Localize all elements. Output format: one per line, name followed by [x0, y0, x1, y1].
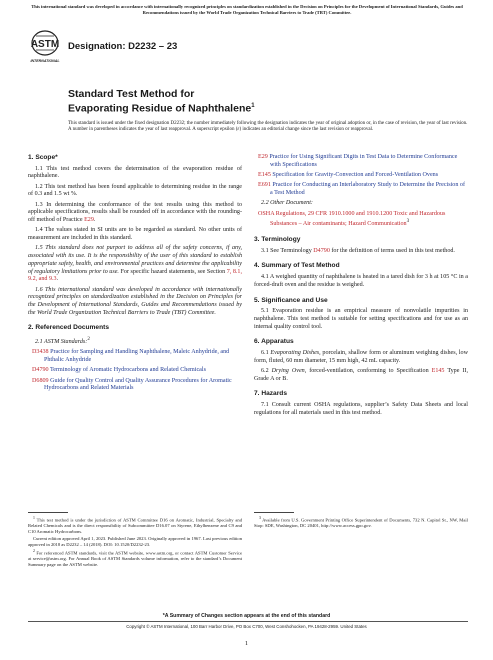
ref-item-e29[interactable] — [254, 154, 468, 169]
scope-1-5-text: For specific hazard statements, see Section — [118, 268, 227, 275]
title-footnote-mark: 1 — [251, 103, 255, 109]
summary-4-1: 4.1 A weighed quantity of naphthalene is heated in a tared dish for 3 h at 105 °C in a forced-draft oven and the residue is weighed. — [254, 274, 468, 288]
title-line-2 — [68, 100, 255, 115]
logo-text: INTERNATIONAL — [30, 59, 60, 63]
footnote-divider-left — [28, 512, 68, 513]
scope-1-5-end: . — [56, 276, 59, 283]
scope-1-3-end: . — [93, 217, 96, 224]
footnote-3-text: Available from U.S. Government Printing Office Superintendent of Documents, 732 N. Capitol St., NW, Mail Stop: SDE, Washington, DC 20401, http://www.access.gpo.gov. — [254, 517, 468, 529]
ref-title[interactable]: Specification for Gravity-Convection and Forced-Ventilation Ovens — [272, 172, 439, 178]
scope-1-3 — [28, 202, 242, 225]
footnote-1-text: This test method is under the jurisdiction of ASTM Committee D16 on Aromatic, Industrial, Specialty and Related Chemicals and is the direct responsibility of Subcommittee D16.07 on Styrene, Ethylbenzene and C9 and C10 Aromatic Hydrocarbons. — [28, 517, 242, 534]
ref-code[interactable]: E691 — [258, 182, 271, 189]
ref-item-e145[interactable] — [254, 172, 468, 180]
ref-title[interactable]: Practice for Sampling and Handling Naphthalene, Maleic Anhydride, and Phthalic Anhydride — [44, 349, 230, 364]
footnotes-right — [254, 516, 468, 531]
ref-code[interactable]: E145 — [258, 172, 271, 178]
footnote-divider-right — [254, 512, 294, 513]
hazards-7-1: 7.1 Consult current OSHA regulations, supplier’s Safety Data Sheets and local regulations for all materials used in this test method. — [254, 402, 468, 416]
ref-item-d6809[interactable] — [28, 378, 242, 393]
document-title — [68, 88, 255, 115]
e145-link[interactable]: E145 — [431, 368, 445, 375]
scope-1-5-italic: 1.5 This standard does not purport to address all of the safety concerns, if any, associated with its use. It is the responsibility of the user of this standard to establish appropriate safety, health, and environmental practices and determine the applicability of regulatory limitations prior to use. — [28, 245, 242, 275]
osha-link[interactable]: OSHA Regulations, 29 CFR 1910.1000 and 1910.1200 Toxic and Hazardous Substances – Air contaminants; Hazard Communication — [258, 210, 446, 228]
apparatus-6-1-term: Evaporating Dishes, — [270, 350, 321, 357]
significance-heading: 5. Significance and Use — [254, 296, 328, 304]
designation: Designation: D2232 – 23 — [68, 41, 178, 52]
astm-standards-label — [28, 336, 242, 347]
astm-logo — [28, 29, 62, 65]
ref-title[interactable]: Terminology of Aromatic Hydrocarbons and Related Chemicals — [50, 367, 206, 374]
apparatus-6-2-term: Drying Oven, — [271, 368, 307, 375]
footnote-2-text: For referenced ASTM standards, visit the ASTM website, www.astm.org, or contact ASTM Customer Service at service@astm.org. For Annual Book of ASTM Standards volume information, refer to the standard’s Document Summary page on the ASTM website. — [28, 550, 242, 567]
astm-standards-footnote: 2 — [87, 336, 90, 343]
footnote-1-edition: Current edition approved April 1, 2023. Published June 2023. Originally approved in 1967. Last previous edition approved in 2018 as D2232 – 14 (2018). DOI: 10.1520/D2232-23. — [28, 536, 242, 547]
svg-text:ASTM: ASTM — [30, 39, 60, 50]
page-number: 1 — [244, 640, 249, 647]
hazard-section-links[interactable]: 7, 8.1, 9.2, and 9.3 — [28, 268, 243, 283]
ref-title[interactable]: Practice for Using Significant Digits in Test Data to Determine Conformance with Specifications — [269, 154, 458, 168]
apparatus-6-2 — [254, 368, 468, 383]
summary-of-changes-note: *A Summary of Changes section appears at the end of this standard — [162, 613, 331, 619]
scope-1-5 — [28, 245, 242, 284]
summary-method-heading: 4. Summary of Test Method — [254, 262, 340, 270]
apparatus-heading: 6. Apparatus — [254, 338, 294, 346]
terminology-3-1 — [254, 248, 468, 256]
scope-1-4: 1.4 The values stated in SI units are to be regarded as standard. No other units of measurement are included in this standard. — [28, 227, 242, 242]
apparatus-6-1-num: 6.1 — [261, 350, 271, 357]
ref-item-d4790[interactable] — [28, 367, 242, 375]
terminology-text: 3.1 See Terminology — [261, 247, 314, 254]
apparatus-6-2-num: 6.2 — [261, 368, 272, 375]
scope-1-3-text: 1.3 In determining the conformance of the test results using this method to applicable specifications, results shall be rounded off in accordance with the rounding-off method of Practice — [28, 201, 242, 224]
right-column — [254, 154, 468, 420]
scope-1-2: 1.2 This test method has been found applicable to determining residue in the range of 0.3 and 1.5 wt %. — [28, 183, 242, 198]
footnote-2: $^2$ For referenced ASTM standards, visit the ASTM website, www.astm.org, or contact ASTM Customer Service at service@astm.org. For Annual Book of ASTM Standards volume information, refer to the standard’s Document Summary page on the ASTM website. — [28, 549, 242, 567]
ref-item-d3438[interactable] — [28, 349, 242, 364]
copyright-rule — [28, 621, 468, 622]
terminology-heading: 3. Terminology — [254, 236, 301, 244]
referenced-documents-heading: 2. Referenced Documents — [28, 324, 109, 332]
footnotes-left — [28, 516, 242, 569]
left-column — [28, 154, 242, 396]
hazards-heading: 7. Hazards — [254, 390, 287, 398]
ref-code[interactable]: E29 — [258, 154, 268, 160]
title-text: Evaporating Residue of Naphthalene — [68, 102, 252, 115]
copyright-line: Copyright © ASTM International, 100 Barr Harbor Drive, PO Box C700, West Conshohocken, PA 19428-2959. United States — [126, 624, 367, 629]
scope-1-1: 1.1 This test method covers the determination of the evaporation residue of naphthalene. — [28, 165, 242, 180]
ref-code[interactable]: D4790 — [32, 367, 49, 374]
ref-code[interactable]: D3438 — [32, 349, 49, 356]
apparatus-6-2-end: Type II, Grade A or B. — [254, 368, 468, 382]
scope-1-6: 1.6 This international standard was developed in accordance with internationally recognized principles on standardization established in the Decision on Principles for the Development of International Standards, Guides and Recommendations issued by the World Trade Organization Technical Barriers to Trade (TBT) Committee. — [28, 286, 242, 316]
ref-code[interactable]: D6809 — [32, 377, 49, 384]
ref-title[interactable]: Practice for Conducting an Interlaboratory Study to Determine the Precision of a Test Method — [270, 182, 465, 196]
ref-item-e691[interactable] — [254, 182, 468, 197]
osha-footnote: 3 — [406, 218, 410, 225]
significance-5-1: 5.1 Evaporation residue is an empirical measure of nonvolatile impurities in naphthalene. This test method is suitable for setting specifications and for use as an internal quality control tool. — [254, 308, 468, 330]
e29-link[interactable]: E29 — [84, 217, 94, 224]
astm-standards-text: 2.1 ASTM Standards: — [35, 339, 88, 346]
ref-title[interactable]: Guide for Quality Control and Quality Assurance Procedures for Aromatic Hydrocarbons and Related Materials — [44, 377, 232, 392]
footnote-1: $^1$ This test method is under the jurisdiction of ASTM Committee D16 on Aromatic, Industrial, Specialty and Related Chemicals and is the direct responsibility of Subcommittee D16.07 on Styrene, Ethylbenzene and C9 and C10 Aromatic Hydrocarbons. — [28, 516, 242, 534]
footnote-3: $^3$ Available from U.S. Government Printing Office Superintendent of Documents, 732 N. Capitol St., NW, Mail Stop: SDE, Washington, DC 20401, http://www.access.gpo.gov. — [254, 516, 468, 529]
osha-regulations[interactable] — [254, 211, 468, 229]
standard-issue-note: This standard is issued under the fixed designation D2232; the number immediately following the designation indicates the year of original adoption or, in the case of revision, the year of last revision. A number in parentheses indicates the year of last reapproval. A superscript epsilon (ε) indicates an editorial change since the last revision or reapproval. — [68, 121, 468, 132]
apparatus-6-1 — [254, 350, 468, 365]
apparatus-6-1-text: porcelain, shallow form or aluminum weighing dishes, low form, fluted, 60 mm diameter, 15 mm high, 42 mL capacity. — [254, 350, 468, 364]
apparatus-6-2-text: forced-ventilation, conforming to Specification — [306, 368, 432, 375]
other-document-label: 2.2 Other Document: — [261, 200, 313, 207]
international-standard-note: This international standard was developed in accordance with internationally recognized principles on standardization established in the Decision on Principles for the Development of International Standards, Guides and Recommendations issued by the World Trade Organization Technical Barriers to Trade (TBT) Committee. — [31, 4, 463, 15]
scope-heading: 1. Scope* — [28, 154, 58, 161]
title-line-1: Standard Test Method for — [68, 88, 195, 100]
terminology-end: for the definition of terms used in this test method. — [329, 247, 455, 254]
d4790-link[interactable]: D4790 — [313, 247, 330, 254]
